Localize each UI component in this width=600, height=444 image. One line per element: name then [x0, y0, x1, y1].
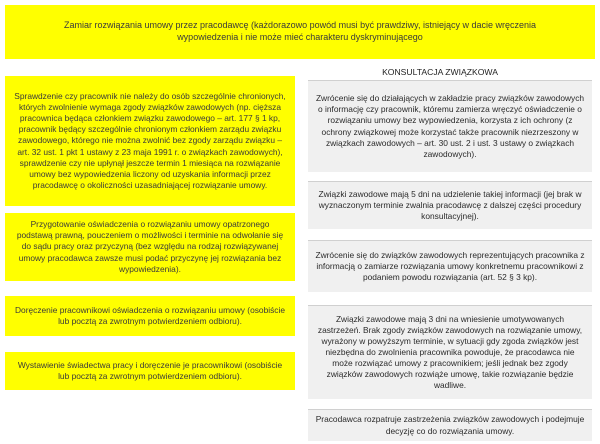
consult-request-info: Zwrócenie się do działających w zakładzie pracy związków zawodowych o informację czy pracownik, któremu zamierza wręczyć oświadczenie o rozwiązaniu umowy bez wypowiedzenia, korzysta z ich ochrony (z ochrony związkowej może korzystać także pracownik niezrzeszony w związkach zawodowych – art. 30 ust. 2 i ust. 3 ustawy o związkach zawodowych).: [308, 80, 592, 172]
step-issue-certificate: Wystawienie świadectwa pracy i doręczenie je pracownikowi (osobiście lub pocztą za zwrotnym potwierdzeniem odbioru).: [5, 352, 295, 390]
consult-decision: Pracodawca rozpatruje zastrzeżenia związków zawodowych i podejmuje decyzję co do rozwiązania umowy.: [308, 409, 592, 441]
step-verify-protection: Sprawdzenie czy pracownik nie należy do osób szczególnie chronionych, których zwolnienie wymaga zgody związków zawodowych (np. cięższa pracownica będąca członkiem związku zawodowego – art. 177 § 1 kp, pracownik będący szczególnie chronionym członkiem zarządu związku zawodowego, którego nie można zwolnić bez zgody zarządu związku – art. 32 ust. 1 pkt 1 ustawy z 23 maja 1991 r. o związkach zawodowych), sprawdzenie czy nie upłynął jeszcze termin 1 miesiąca na rozwiązanie umowy bez wypowiedzenia liczony od uzyskania informacji przez pracodawcę o okoliczności uzasadniającej rozwiązanie umowy.: [5, 76, 295, 206]
consultation-header: KONSULTACJA ZWIĄZKOWA: [382, 67, 498, 77]
step-prepare-statement: Przygotowanie oświadczenia o rozwiązaniu umowy opatrzonego podstawą prawną, pouczeniem o możliwości i terminie na odwołanie się do sądu pracy oraz przyczyną (bez względu na rodzaj rozwiązywanej umowy pracodawca zawsze musi podać przyczynę jej rozwiązania bez wypowiedzenia).: [5, 213, 295, 281]
consult-5-days: Związki zawodowe mają 5 dni na udzielenie takiej informacji (jej brak w wyznaczonym terminie zwalnia pracodawcę z dalszej części procedury konsultacyjnej).: [308, 181, 592, 229]
intent-box: Zamiar rozwiązania umowy przez pracodawcę (każdorazowo powód musi być prawdziwy, istniejący w dacie wręczenia wypowiedzenia i nie może mieć charakteru dyskryminującego: [5, 5, 595, 59]
consult-notify-intent: Zwrócenie się do związków zawodowych reprezentujących pracownika z informacją o zamiarze rozwiązania umowy konkretnemu pracownikowi z podaniem powodu rozwiązania (art. 52 § 3 kp).: [308, 240, 592, 292]
consult-3-days: Związki zawodowe mają 3 dni na wniesienie umotywowanych zastrzeżeń. Brak zgody związków zawodowych na rozwiązanie umowy, wyrażony w powyższym terminie, w sytuacji gdy zgoda związków jest niezbędna do zwolnienia pracownika powoduje, że pracodawca nie może rozwiązać umowy z pracownikiem; jeśli jednak bez zgody związków zawodowych rozwiąże umowę, takie rozwiązanie będzie wadliwe.: [308, 305, 592, 399]
step-deliver-statement: Doręczenie pracownikowi oświadczenia o rozwiązaniu umowy (osobiście lub pocztą za zwrotnym potwierdzeniem odbioru).: [5, 296, 295, 336]
